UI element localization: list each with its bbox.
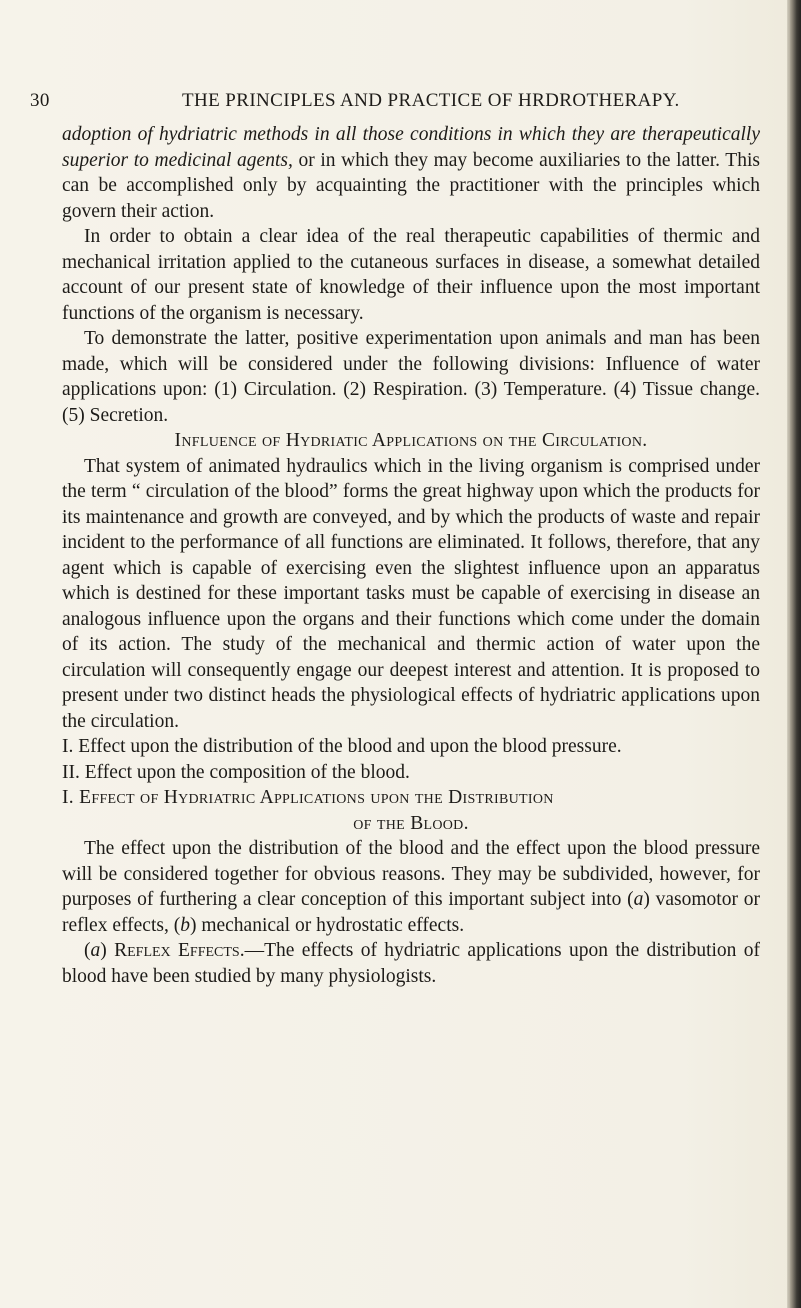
body-text [62, 122, 760, 989]
heading-line-2: of the Blood. [353, 812, 469, 834]
italic-letter-a: a [633, 889, 644, 910]
running-title: THE PRINCIPLES AND PRACTICE OF HRDROTHERAPY. [182, 90, 680, 111]
paragraph-text: The effect upon the distribution of the blood and the effect upon the blood pressure will be considered together for obvious reasons. They may be subdivided, however, for purposes of furthering a clear conception of this important subject into ( [62, 838, 760, 910]
paragraph-circulation: That system of animated hydraulics which in the living organism is comprised under the term “ circulation of the blood” forms the great highway upon which the products for its maintenance and growth are conveyed, and by which the products of waste and repair incident to the performance of all functions are eliminated. It follows, therefore, that any agent which is capable of exercising even the slightest influence upon an apparatus which is destined for these important tasks must be capable of exercising in disease an analogous influence upon the organs and their functions which come under the domain of its action. The study of the mechanical and thermic action of water upon the circulation will consequently engage our deepest interest and attention. It is proposed to present under two distinct heads the physiological effects of hydriatric applications upon the circulation. [62, 455, 760, 732]
list-item-composition: II. Effect upon the composition of the blood. [62, 761, 410, 783]
paragraph-reflex-effects [62, 938, 760, 989]
paragraph-text: ) mechanical or hydrostatic effects. [189, 914, 465, 936]
paragraph-blood-pressure [62, 836, 760, 938]
section-heading-distribution [62, 785, 760, 836]
paragraph-text: or in which they may become auxiliaries to the latter. This can be accomplished only by acquainting the practitioner with the principles which govern their action. [62, 149, 760, 222]
page-header [30, 90, 750, 114]
italic-letter-a: a [90, 940, 101, 961]
list-item-distribution: I. Effect upon the distribution of the blood and upon the blood pressure. [62, 736, 622, 757]
page-number: 30 [30, 90, 50, 111]
paragraph-text: —The effects of hydriatric applications upon the distribution of blood have been studied by many physiologists. [62, 940, 760, 987]
paragraph-divisions: To demonstrate the latter, positive experimentation upon animals and man has been made, which will be considered under the following divisions: Influence of water applications upon: (1) Circulation. (2) Respiration. (3) Temperature. (4) Tissue change. (5) Secretion. [62, 328, 760, 426]
heading-line-1: I. Effect of Hydriatric Applications upon the Distribution [62, 787, 554, 808]
section-heading-circulation: Influence of Hydriatic Applications on the Circulation. [174, 430, 648, 451]
page-binding-edge [787, 0, 801, 1308]
italic-phrase: adoption of hydriatric methods in all those conditions in which they are therapeutically superior to medicinal agents, [62, 124, 760, 171]
paragraph-capabilities: In order to obtain a clear idea of the real therapeutic capabilities of thermic and mechanical irritation applied to the cutaneous surfaces in disease, a somewhat detailed account of our present state of knowledge of their influence upon the most important functions of the organism is necessary. [62, 226, 760, 324]
paragraph-text: ( [84, 940, 91, 961]
small-caps-term: Reflex Effects. [114, 940, 245, 961]
paragraph-text: ) vasomotor or reflex effects, ( [62, 889, 760, 936]
italic-letter-b: b [180, 914, 190, 936]
paragraph-continuation [62, 122, 760, 224]
paragraph-text: ) [100, 940, 115, 961]
